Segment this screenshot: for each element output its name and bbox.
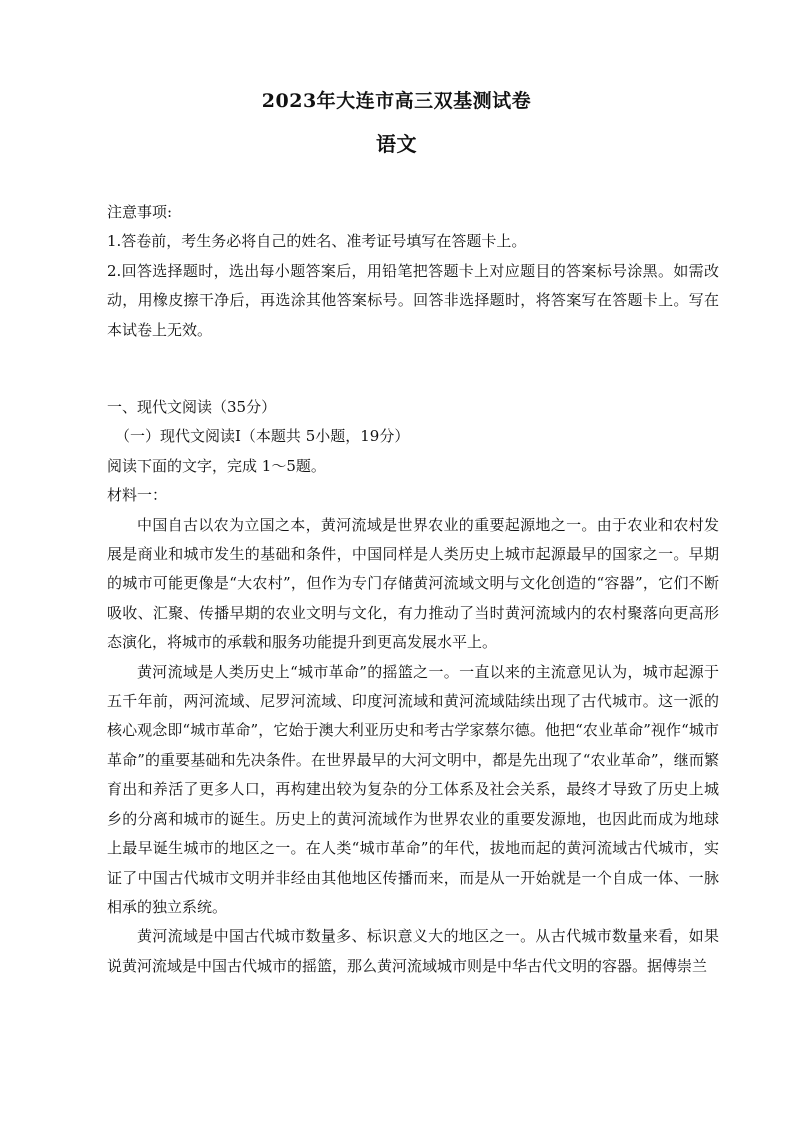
- subject-title: 语文: [376, 132, 417, 156]
- paragraph: 黄河流域是中国古代城市数量多、标识意义大的地区之一。从古代城市数量来看，如果说黄河流域是中国古代城市的摇篮，那么黄河流域城市则是中华古代文明的容器。据傅崇兰: [107, 927, 719, 975]
- section-reading: [107, 393, 719, 981]
- material-label: 材料一：: [107, 486, 168, 505]
- instruction-text: 阅读下面的文字，完成 1～5题。: [107, 456, 326, 475]
- notes-item-2: 2.回答选择题时，选出每小题答案后，用铅笔把答题卡上对应题目的答案标号涂黑。如需改动，用橡皮擦干净后，再选涂其他答案标号。回答非选择题时，将答案写在答题卡上。写在本试卷上无效。: [107, 261, 719, 339]
- paragraph: 中国自古以农为立国之本，黄河流域是世界农业的重要起源地之一。由于农业和农村发展是商业和城市发生的基础和条件，中国同样是人类历史上城市起源最早的国家之一。早期的城市可能更像是“大农村”，但作为专门存储黄河流域文明与文化创造的“容器”，它们不断吸收、汇聚、传播早期的农业文明与文化，有力推动了当时黄河流域内的农村聚落向更高形态演化，将城市的承载和服务功能提升到更高发展水平上。: [107, 515, 719, 652]
- notes-block: [107, 198, 719, 345]
- notes-heading: 注意事项:: [107, 203, 173, 221]
- notes-item-1: 1.答卷前，考生务必将自己的姓名、准考证号填写在答题卡上。: [107, 232, 527, 251]
- section-heading: 一、现代文阅读（35分）: [107, 398, 277, 416]
- subsection-heading: （一）现代文阅读Ⅰ（本题共 5小题，19分）: [115, 427, 410, 446]
- paragraph: 黄河流域是人类历史上“城市革命”的摇篮之一。一直以来的主流意见认为，城市起源于五千年前，两河流域、尼罗河流域、印度河流域和黄河流域陆续出现了古代城市。这一派的核心观念即“城市革命”，它始于澳大利亚历史和考古学家蔡尔德。他把“农业革命”视作“城市革命”的重要基础和先决条件。在世界最早的大河文明中，都是先出现了“农业革命”，继而繁育出和养活了更多人口，再构建出较为复杂的分工体系及社会关系，最终才导致了历史上城乡的分离和城市的诞生。历史上的黄河流域作为世界农业的重要发源地，也因此而成为地球上最早诞生城市的地区之一。在人类“城市革命”的年代，拔地而起的黄河流域古代城市，实证了中国古代城市文明并非经由其他地区传播而来，而是从一开始就是一个自成一体、一脉相承的独立系统。: [107, 662, 719, 916]
- exam-title: 2023年大连市高三双基测试卷: [261, 90, 532, 112]
